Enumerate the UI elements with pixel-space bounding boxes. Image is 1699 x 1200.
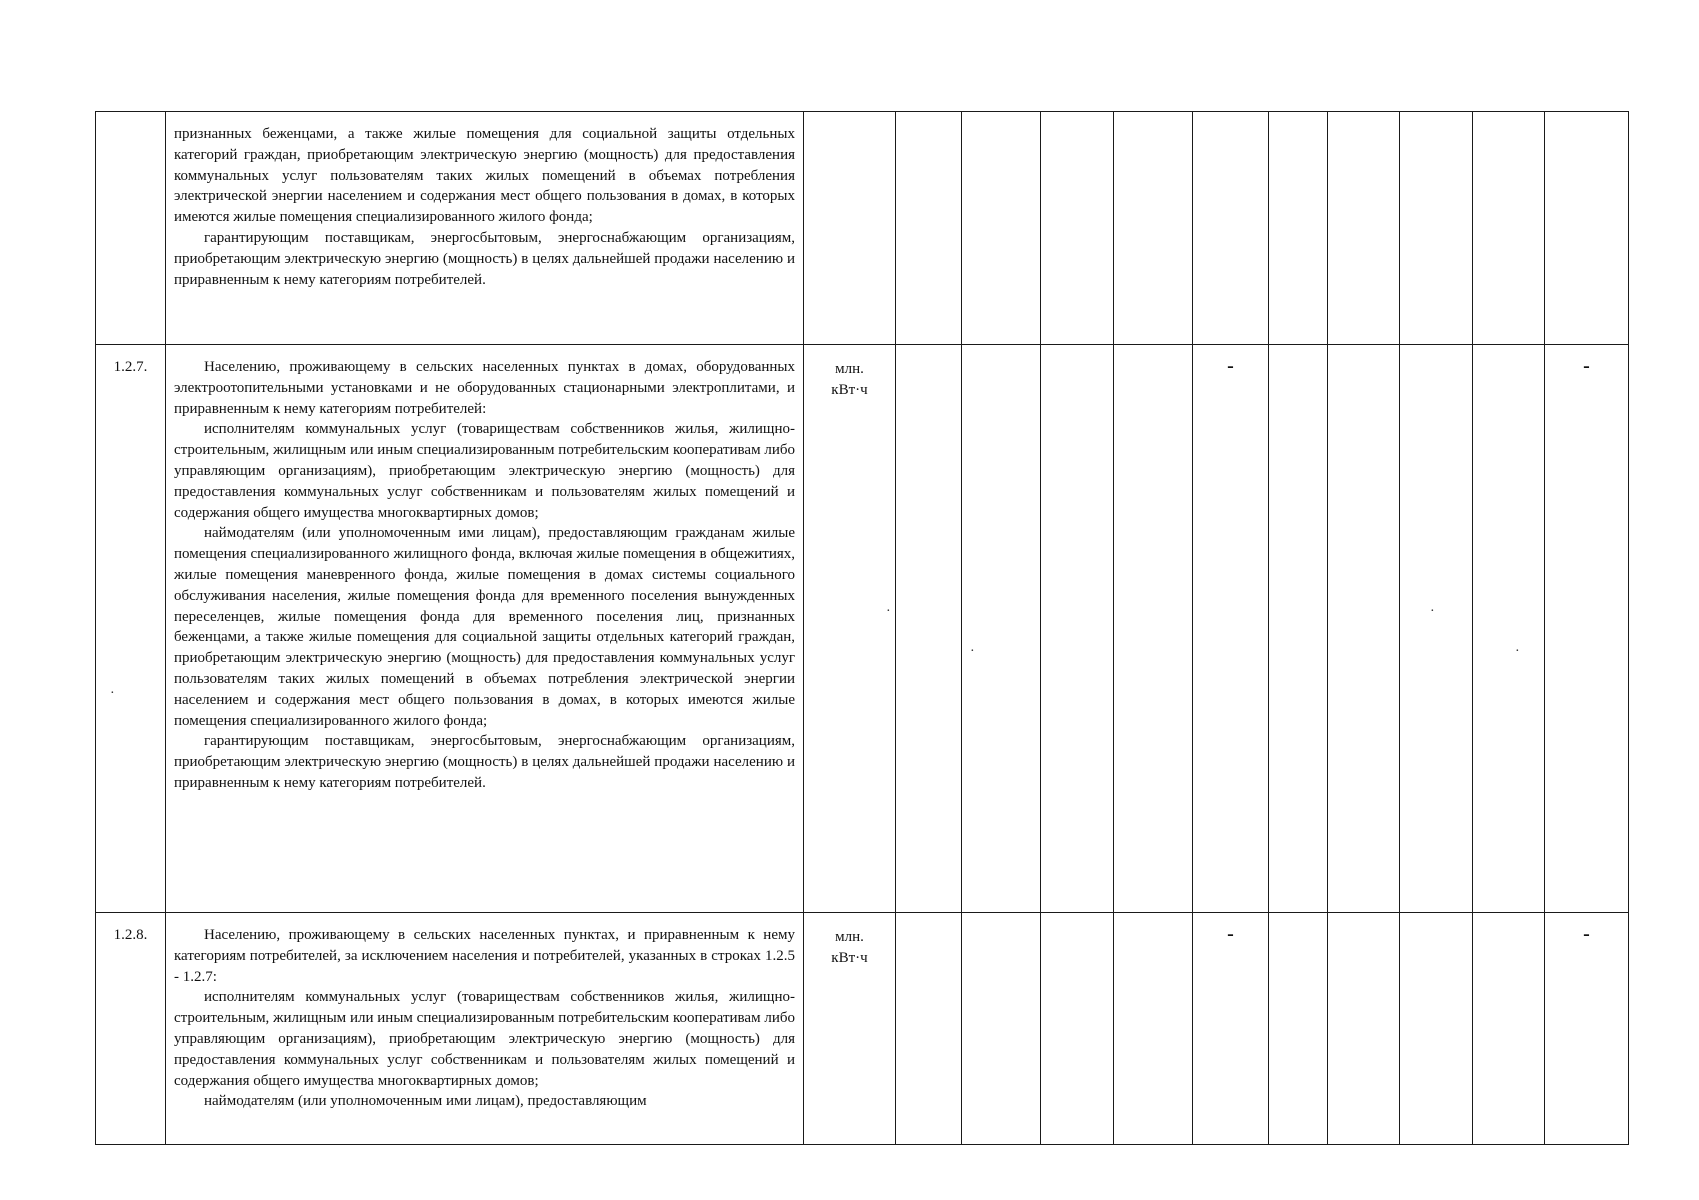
value-cell (962, 112, 1041, 345)
unit-label: млн. (835, 361, 864, 377)
scan-speck: · (970, 644, 975, 659)
unit-cell (804, 112, 896, 345)
unit-cell (804, 345, 896, 913)
value-cell (1328, 112, 1400, 345)
value-cell (1328, 913, 1400, 1145)
row-description (166, 913, 804, 1145)
value-cell (1400, 112, 1473, 345)
value-cell (1328, 345, 1400, 913)
value-cell (1473, 913, 1545, 1145)
value-cell (962, 345, 1041, 913)
row-number (96, 112, 166, 345)
value-cell (1473, 112, 1545, 345)
row-number: 1.2.7. (96, 345, 166, 913)
description-paragraph: гарантирующим поставщикам, энергосбытовым, энергоснабжающим организациям, приобретающим электрическую энергию (мощность) в целях дальнейшей продажи населению и приравненным к нему категориям потребителей. (174, 733, 795, 791)
value-cell (1269, 345, 1328, 913)
description-paragraph: исполнителям коммунальных услуг (товариществам собственников жилья, жилищно-строительным, жилищным или иным специализированным потребительским кооперативам либо управляющим организациям), приобретающим электрическую энергию (мощность) для предоставления коммунальных услуг собственникам и пользователям жилых помещений и содержания общего имущества многоквартирных домов; (174, 421, 795, 521)
value-cell (1193, 112, 1269, 345)
row-description (166, 345, 804, 913)
value-cell (1041, 345, 1114, 913)
scan-speck: · (110, 686, 115, 701)
scan-speck: · (886, 604, 891, 619)
description-paragraph: наймодателям (или уполномоченным ими лицам), предоставляющим гражданам жилые помещения специализированного жилищного фонда, включая жилые помещения в общежитиях, жилые помещения маневренного фонда, жилые помещения в домах системы социального обслуживания населения, жилые помещения фонда для временного поселения вынужденных переселенцев, жилые помещения фонда для временного поселения лиц, признанных беженцами, а также жилые помещения для социальной защиты отдельных категорий граждан, приобретающим электрическую энергию (мощность) для предоставления коммунальных услуг пользователям таких жилых помещений в объемах потребления электрической энергии населением и содержания мест общего пользования в домах, в которых имеются жилые помещения специализированного жилого фонда; (174, 525, 795, 729)
value-cell (896, 913, 962, 1145)
description-paragraph: признанных беженцами, а также жилые помещения для социальной защиты отдельных категорий граждан, приобретающим электрическую энергию (мощность) для предоставления коммунальных услуг пользователям таких жилых помещений в объемах потребления электрической энергии населением и содержания мест общего пользования в домах, в которых имеются жилые помещения специализированного жилого фонда; (174, 126, 795, 226)
description-paragraph: Населению, проживающему в сельских населенных пунктах в домах, оборудованных электроотопительными установками и не оборудованных стационарными электроплитами, и приравненным к нему категориям потребителей: (174, 359, 795, 417)
scan-speck: · (1430, 604, 1435, 619)
scan-speck: · (1515, 644, 1520, 659)
value-cell (1041, 112, 1114, 345)
description-paragraph: гарантирующим поставщикам, энергосбытовым, энергоснабжающим организациям, приобретающим электрическую энергию (мощность) в целях дальнейшей продажи населению и приравненным к нему категориям потребителей. (174, 229, 795, 288)
value-cell (896, 112, 962, 345)
description-paragraph: Населению, проживающему в сельских населенных пунктах, и приравненным к нему категориям потребителей, за исключением населения и потребителей, указанных в строках 1.2.5 - 1.2.7: (174, 927, 795, 985)
value-cell (1269, 112, 1328, 345)
value-cell (1545, 112, 1629, 345)
row-description (166, 112, 804, 345)
unit-label: кВт·ч (831, 949, 868, 966)
value-cell: - (1193, 345, 1269, 913)
description-paragraph: наймодателям (или уполномоченным ими лицам), предоставляющим (204, 1093, 647, 1110)
value-cell: - (1545, 345, 1629, 913)
table-row (96, 913, 1629, 1145)
value-cell: - (1545, 913, 1629, 1145)
unit-label: кВт·ч (831, 381, 868, 398)
value-cell (1473, 345, 1545, 913)
value-cell (1269, 913, 1328, 1145)
value-cell (1041, 913, 1114, 1145)
table-row (96, 345, 1629, 913)
unit-cell (804, 913, 896, 1145)
value-cell (1114, 112, 1193, 345)
value-cell (1400, 345, 1473, 913)
table-row (96, 112, 1629, 345)
value-cell: - (1193, 913, 1269, 1145)
value-cell (1114, 913, 1193, 1145)
value-cell (896, 345, 962, 913)
value-cell (1114, 345, 1193, 913)
description-paragraph: исполнителям коммунальных услуг (товариществам собственников жилья, жилищно-строительным, жилищным или иным специализированным потребительским кооперативам либо управляющим организациям), приобретающим электрическую энергию (мощность) для предоставления коммунальных услуг собственникам и пользователям жилых помещений и содержания общего имущества многоквартирных домов; (174, 989, 795, 1089)
unit-label: млн. (835, 929, 864, 945)
value-cell (1400, 913, 1473, 1145)
tariff-table (95, 111, 1629, 1145)
value-cell (962, 913, 1041, 1145)
row-number: 1.2.8. (96, 913, 166, 1145)
